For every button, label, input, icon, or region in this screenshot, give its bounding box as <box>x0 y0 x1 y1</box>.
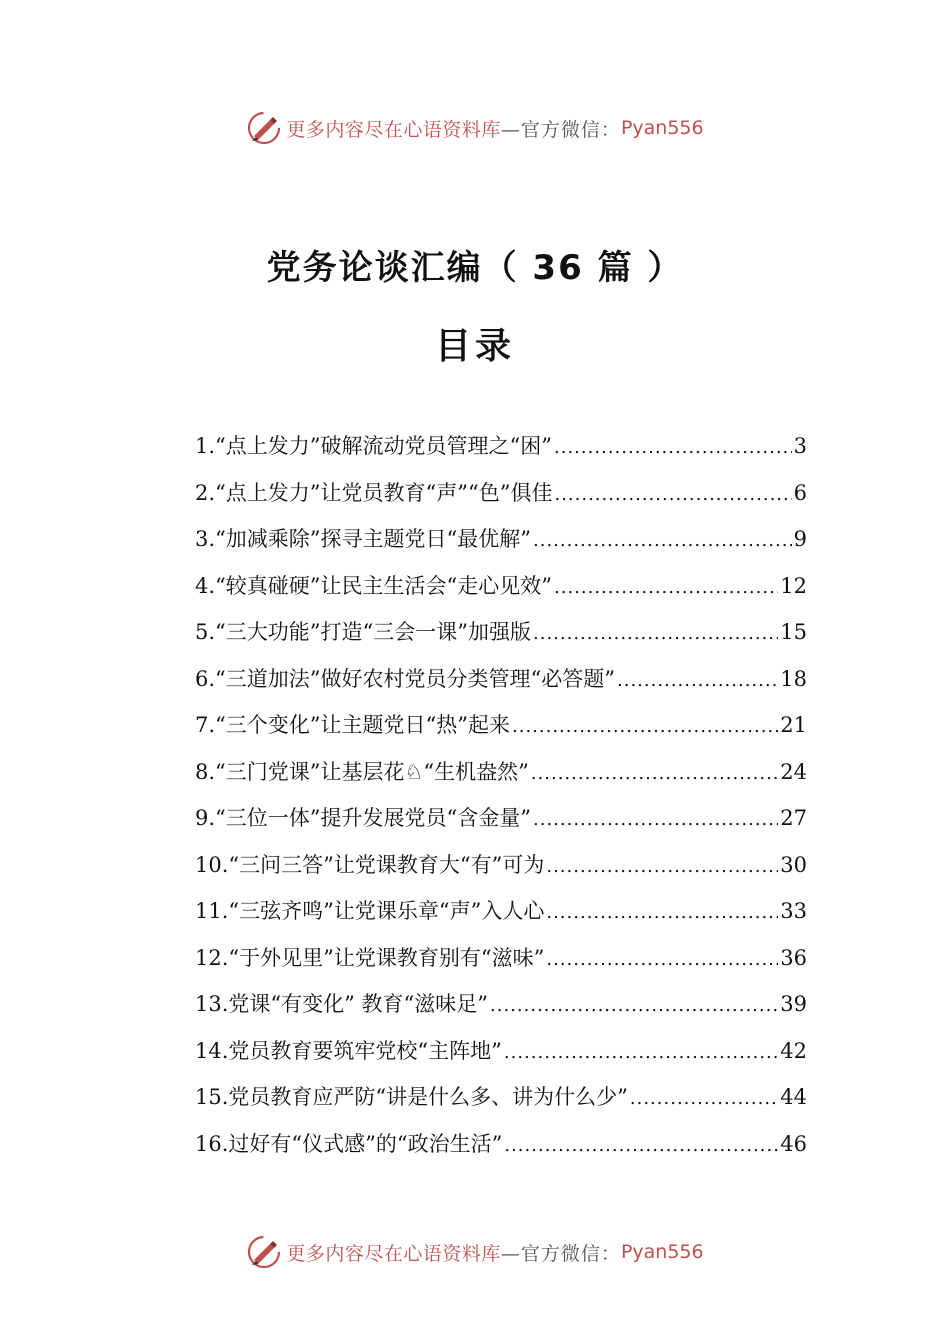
toc-dot-leader <box>531 763 778 784</box>
toc-entry-title: “较真碰硬”让民主生活会“走心见效” <box>215 573 552 598</box>
toc-entry-page: 46 <box>780 1131 807 1156</box>
toc-entry-title: “三问三答”让党课教育大“有”可为 <box>228 852 545 877</box>
toc-entry[interactable] <box>195 430 807 477</box>
toc-entry-page: 12 <box>780 573 807 598</box>
toc-entry-title: “加减乘除”探寻主题党日“最优解” <box>215 527 531 551</box>
toc-entry-title: “三弦齐鸣”让党课乐章“声”入人心 <box>228 899 545 923</box>
toc-entry-title: “于外见里”让党课教育别有“滋味” <box>228 945 545 970</box>
toc-entry-number: 14. <box>195 1038 229 1063</box>
toc-entry-number: 9. <box>195 806 216 830</box>
document-title: 党务论谈汇编（ 36 篇 ） <box>266 248 684 288</box>
toc-entry-number: 16. <box>195 1131 229 1156</box>
toc-entry-title: 过好有“仪式感”的“政治生活” <box>228 1131 503 1156</box>
toc-entry-number: 13. <box>195 992 229 1016</box>
toc-entry-page: 44 <box>780 1085 807 1109</box>
toc-entry-number: 10. <box>195 852 229 877</box>
banner-separator: —官方微信： <box>500 118 621 141</box>
toc-entry[interactable] <box>195 477 807 524</box>
toc-dot-leader <box>533 530 792 551</box>
toc-dot-leader <box>554 437 792 458</box>
toc-entry[interactable] <box>195 570 807 617</box>
toc-entry[interactable] <box>195 663 807 710</box>
toc-entry-page: 18 <box>780 666 807 691</box>
toc-dot-leader <box>554 484 791 505</box>
toc-dot-leader <box>630 1088 778 1109</box>
toc-entry-page: 9 <box>793 527 807 551</box>
toc-entry[interactable] <box>195 756 807 803</box>
banner-separator: —官方微信： <box>500 1242 621 1265</box>
toc-entry-title: “三道加法”做好农村党员分类管理“必答题” <box>215 666 615 691</box>
toc-dot-leader <box>554 577 778 598</box>
toc-entry-title: “三大功能”打造“三会一课”加强版 <box>215 620 531 644</box>
toc-entry-number: 11. <box>195 899 229 923</box>
toc-entry[interactable] <box>195 523 807 570</box>
toc-entry[interactable] <box>195 849 807 896</box>
banner-text: 更多内容尽在心语资料库 <box>286 118 501 141</box>
toc-entry-number: 1. <box>195 434 216 458</box>
toc-entry-page: 36 <box>780 945 807 970</box>
toc-dot-leader <box>490 995 778 1016</box>
toc-entry-page: 39 <box>780 992 807 1016</box>
toc-dot-leader <box>512 716 778 737</box>
toc-entry-title: 党员教育应严防“讲是什么多、讲为什么少” <box>228 1085 628 1109</box>
toc-dot-leader <box>546 949 778 970</box>
toc-entry-number: 6. <box>195 666 216 691</box>
toc-entry-number: 12. <box>195 945 229 970</box>
toc-entry-title: “点上发力”让党员教育“声”“色”俱佳 <box>215 480 553 505</box>
toc-entry-title: “三位一体”提升发展党员“含金量” <box>215 806 531 830</box>
table-of-contents <box>195 430 807 1174</box>
toc-entry-title: 党员教育要筑牢党校“主阵地” <box>228 1038 502 1063</box>
toc-entry-number: 5. <box>195 620 216 644</box>
toc-entry[interactable] <box>195 988 807 1035</box>
pen-logo-icon <box>246 110 282 146</box>
toc-entry-page: 3 <box>793 434 807 458</box>
toc-entry-title: “点上发力”破解流动党员管理之“困” <box>215 434 552 458</box>
toc-entry-page: 27 <box>780 806 807 830</box>
toc-entry[interactable] <box>195 1035 807 1082</box>
toc-entry-page: 6 <box>793 480 807 505</box>
toc-dot-leader <box>533 623 778 644</box>
toc-entry[interactable] <box>195 616 807 663</box>
toc-entry-title: “三门党课”让基层花♘“生机盎然” <box>215 759 529 784</box>
toc-entry-page: 42 <box>780 1038 807 1063</box>
banner-wechat-id: Pyan556 <box>620 1241 704 1263</box>
toc-entry[interactable] <box>195 709 807 756</box>
toc-heading: 目录 <box>434 326 515 367</box>
toc-entry-title: “三个变化”让主题党日“热”起来 <box>215 713 510 737</box>
toc-entry-number: 15. <box>195 1085 229 1109</box>
toc-dot-leader <box>504 1042 778 1063</box>
toc-entry-number: 3. <box>195 527 216 551</box>
toc-entry-title: 党课“有变化” 教育“滋味足” <box>228 992 489 1016</box>
toc-entry-page: 30 <box>780 852 807 877</box>
toc-entry-page: 24 <box>780 759 807 784</box>
toc-entry-page: 15 <box>780 620 807 644</box>
banner-wechat-id: Pyan556 <box>620 117 704 139</box>
toc-entry[interactable] <box>195 802 807 849</box>
toc-dot-leader <box>546 902 778 923</box>
banner-text: 更多内容尽在心语资料库 <box>286 1242 501 1265</box>
toc-dot-leader <box>533 809 778 830</box>
toc-entry-page: 21 <box>780 713 807 737</box>
toc-entry-page: 33 <box>780 899 807 923</box>
toc-entry[interactable] <box>195 895 807 942</box>
toc-entry[interactable] <box>195 1128 807 1175</box>
footer-banner <box>0 1232 950 1272</box>
toc-entry-number: 4. <box>195 573 216 598</box>
toc-dot-leader <box>546 856 778 877</box>
toc-entry-number: 2. <box>195 480 216 505</box>
header-banner <box>0 108 950 148</box>
toc-entry-number: 8. <box>195 759 216 784</box>
toc-entry[interactable] <box>195 1081 807 1128</box>
toc-dot-leader <box>617 670 778 691</box>
toc-entry-number: 7. <box>195 713 216 737</box>
toc-entry[interactable] <box>195 942 807 989</box>
pen-logo-icon <box>246 1234 282 1270</box>
toc-dot-leader <box>504 1135 778 1156</box>
